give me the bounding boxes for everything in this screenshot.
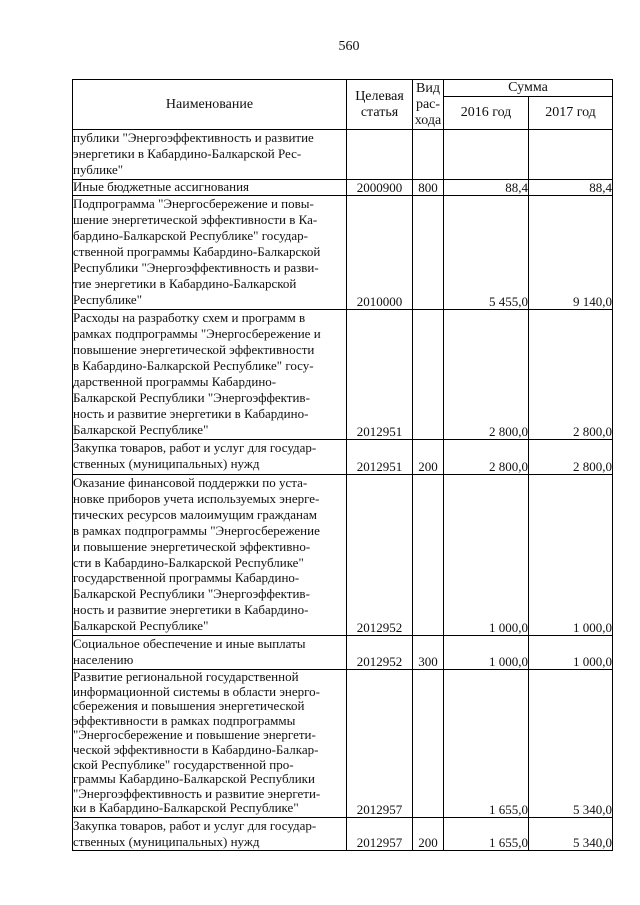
row-name-line: Республики "Энергоэффективность и разви- <box>73 260 319 275</box>
row-name-line: ственной программы Кабардино-Балкарской <box>73 244 321 259</box>
row-name-cell <box>73 818 347 851</box>
sum-2016-cell: 1 000,0 <box>444 475 529 636</box>
expense-type-cell: 300 <box>413 636 444 670</box>
sum-2016-cell: 2 800,0 <box>444 440 529 475</box>
row-name-line: государственной программы Кабардино- <box>73 570 300 586</box>
table-row <box>73 636 613 670</box>
row-name-cell <box>73 310 347 440</box>
row-name-cell <box>73 475 347 636</box>
header-expense-type-line: хода <box>414 112 442 128</box>
row-name-line: сти в Кабардино-Балкарской Республике" <box>73 554 304 570</box>
expense-type-cell: 200 <box>413 818 444 851</box>
sum-2016-cell: 88,4 <box>444 180 529 196</box>
table-row <box>73 180 613 196</box>
row-name-line: дарственной программы Кабардино- <box>73 374 277 389</box>
row-name-line: в рамках подпрограммы "Энергосбережение <box>73 522 320 538</box>
row-name-line: эффективности в рамках подпрограммы <box>73 713 296 728</box>
header-expense-type <box>413 80 444 130</box>
row-name-line: публики "Энергоэффективность и развитие <box>73 130 314 145</box>
header-target-article-line: статья <box>360 104 399 120</box>
row-name-line: тических ресурсов малоимущим гражданам <box>73 506 317 522</box>
header-expense-type-line: Вид <box>416 80 440 96</box>
row-name-line: сбережения и повышения энергетической <box>73 699 305 714</box>
row-name-line: Расходы на разработку схем и программ в <box>73 310 306 325</box>
row-name-cell <box>73 670 347 818</box>
sum-2017-cell: 2 800,0 <box>529 440 613 475</box>
row-name-line: Республике" <box>73 292 143 307</box>
header-expense-type-line: рас- <box>415 96 441 112</box>
budget-table <box>72 79 613 851</box>
sum-2016-cell: 1 655,0 <box>444 670 529 818</box>
row-name-cell <box>73 196 347 310</box>
expense-type-cell: 200 <box>413 440 444 475</box>
row-name-cell <box>73 130 347 180</box>
table-row <box>73 310 613 440</box>
expense-type-cell <box>413 310 444 440</box>
sum-2016-cell: 1 655,0 <box>444 818 529 851</box>
row-name-line: публике" <box>73 162 124 177</box>
sum-2016-cell: 5 455,0 <box>444 196 529 310</box>
expense-type-cell: 800 <box>413 180 444 196</box>
header-row <box>73 80 613 97</box>
header-year-2017: 2017 год <box>529 97 613 130</box>
row-name-line: Балкарской Республике" <box>73 422 209 437</box>
header-name: Наименование <box>73 80 347 130</box>
sum-2017-cell: 88,4 <box>529 180 613 196</box>
table-row <box>73 670 613 818</box>
row-name-line: "Энергоэффективность и развитие энергети- <box>73 786 321 801</box>
header-target-article <box>347 80 413 130</box>
row-name-line: повышение энергетической эффективности <box>73 342 315 357</box>
sum-2016-cell: 2 800,0 <box>444 310 529 440</box>
table-row <box>73 196 613 310</box>
header-year-2016: 2016 год <box>444 97 529 130</box>
row-name-line: Балкарской Республики "Энергоэффектив- <box>73 390 310 405</box>
row-name-line: Закупка товаров, работ и услуг для государ- <box>73 818 317 833</box>
sum-2016-cell: 1 000,0 <box>444 636 529 670</box>
expense-type-cell <box>413 196 444 310</box>
row-name-line: населению <box>73 652 134 667</box>
table-row <box>73 130 613 180</box>
row-name-line: Иные бюджетные ассигнования <box>73 180 250 193</box>
row-name-line: Развитие региональной государственной <box>73 670 299 684</box>
sum-2017-cell: 9 140,0 <box>529 196 613 310</box>
row-name-line: и повышение энергетической эффективно- <box>73 538 311 554</box>
row-name-line: рамках подпрограммы "Энергосбережение и <box>73 326 321 341</box>
table-header <box>73 80 613 130</box>
row-name-line: Подпрограмма "Энергосбережение и повы- <box>73 196 314 211</box>
target-article-cell: 2012952 <box>347 475 413 636</box>
row-name-line: ственных (муниципальных) нужд <box>73 456 260 472</box>
header-target-article-line: Целевая <box>355 88 404 104</box>
row-name-line: Закупка товаров, работ и услуг для государ- <box>73 440 317 455</box>
row-name-line: ческой эффективности в Кабардино-Балкар- <box>73 742 319 757</box>
header-sum: Сумма <box>444 80 613 97</box>
row-name-line: ской Республике" государственной про- <box>73 757 294 772</box>
row-name-line: бардино-Балкарской Республике" государ- <box>73 228 309 243</box>
sum-2017-cell: 5 340,0 <box>529 670 613 818</box>
target-article-cell: 2010000 <box>347 196 413 310</box>
row-name-cell <box>73 636 347 670</box>
row-name-line: "Энергосбережение и повышение энергети- <box>73 728 316 743</box>
row-name-line: энергетики в Кабардино-Балкарской Рес- <box>73 146 302 161</box>
target-article-cell <box>347 130 413 180</box>
sum-2017-cell: 1 000,0 <box>529 636 613 670</box>
row-name-line: ки в Кабардино-Балкарской Республике" <box>73 801 299 816</box>
row-name-line: ность и развитие энергетики в Кабардино- <box>73 602 309 618</box>
target-article-cell: 2000900 <box>347 180 413 196</box>
row-name-line: новке приборов учета используемых энерге- <box>73 490 320 506</box>
target-article-cell: 2012951 <box>347 440 413 475</box>
row-name-line: Оказание финансовой поддержки по уста- <box>73 475 308 490</box>
sum-2016-cell <box>444 130 529 180</box>
row-name-line: Балкарской Республике" <box>73 618 209 634</box>
row-name-line: Социальное обеспечение и иные выплаты <box>73 636 306 651</box>
sum-2017-cell: 5 340,0 <box>529 818 613 851</box>
sum-2017-cell: 1 000,0 <box>529 475 613 636</box>
target-article-cell: 2012952 <box>347 636 413 670</box>
expense-type-cell <box>413 475 444 636</box>
target-article-cell: 2012957 <box>347 670 413 818</box>
target-article-cell: 2012957 <box>347 818 413 851</box>
table-body <box>73 130 613 851</box>
sum-2017-cell <box>529 130 613 180</box>
target-article-cell: 2012951 <box>347 310 413 440</box>
table-row <box>73 818 613 851</box>
row-name-line: ность и развитие энергетики в Кабардино- <box>73 406 309 421</box>
row-name-line: шение энергетической эффективности в Ка- <box>73 212 318 227</box>
row-name-line: в Кабардино-Балкарской Республике" госу- <box>73 358 314 373</box>
table-row <box>73 475 613 636</box>
table-row <box>73 440 613 475</box>
expense-type-cell <box>413 130 444 180</box>
row-name-line: ственных (муниципальных) нужд <box>73 833 260 849</box>
row-name-line: Балкарской Республики "Энергоэффектив- <box>73 586 310 602</box>
sum-2017-cell: 2 800,0 <box>529 310 613 440</box>
row-name-line: граммы Кабардино-Балкарской Республики <box>73 772 315 787</box>
row-name-cell <box>73 180 347 196</box>
row-name-line: тие энергетики в Кабардино-Балкарской <box>73 276 297 291</box>
row-name-cell <box>73 440 347 475</box>
page-number: 560 <box>338 39 360 54</box>
row-name-line: информационной системы в области энерго- <box>73 684 320 699</box>
expense-type-cell <box>413 670 444 818</box>
